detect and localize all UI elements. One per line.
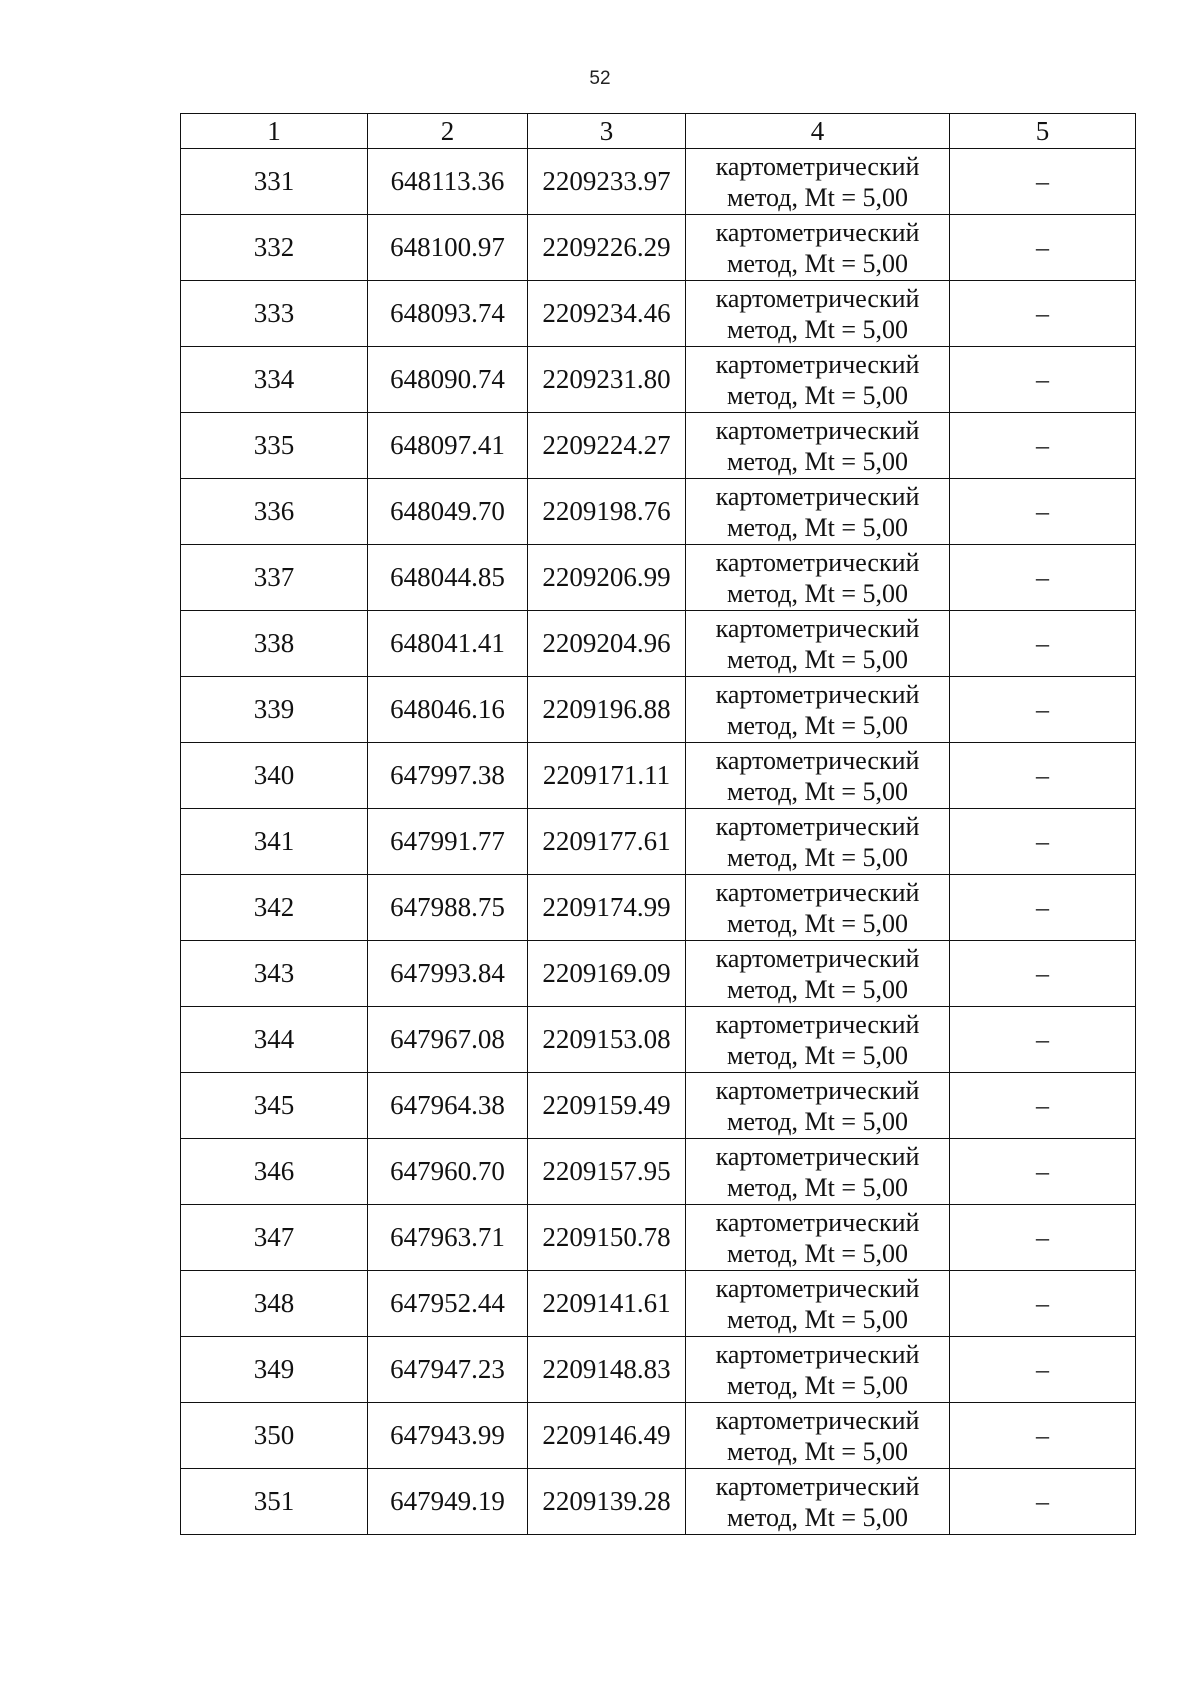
method-line-1: картометрический xyxy=(715,547,920,577)
point-number-cell: 343 xyxy=(181,941,368,1007)
method-line-2: метод, Mt = 5,00 xyxy=(727,248,908,278)
x-coordinate-cell: 648044.85 xyxy=(368,545,528,611)
method-line-1: картометрический xyxy=(715,1471,920,1501)
method-line-1: картометрический xyxy=(715,811,920,841)
column-header: 4 xyxy=(686,114,950,149)
column-header: 3 xyxy=(528,114,686,149)
method-cell xyxy=(686,1073,950,1139)
x-coordinate-cell: 648046.16 xyxy=(368,677,528,743)
method-line-2: метод, Mt = 5,00 xyxy=(727,578,908,608)
table-row xyxy=(181,1337,1136,1403)
note-cell: – xyxy=(950,215,1136,281)
point-number-cell: 334 xyxy=(181,347,368,413)
x-coordinate-cell: 648097.41 xyxy=(368,413,528,479)
method-line-1: картометрический xyxy=(715,1075,920,1105)
table-row xyxy=(181,941,1136,1007)
table-row xyxy=(181,809,1136,875)
note-cell: – xyxy=(950,545,1136,611)
point-number-cell: 337 xyxy=(181,545,368,611)
method-cell xyxy=(686,941,950,1007)
point-number-cell: 341 xyxy=(181,809,368,875)
method-line-2: метод, Mt = 5,00 xyxy=(727,710,908,740)
table-row xyxy=(181,1007,1136,1073)
note-cell: – xyxy=(950,1271,1136,1337)
method-line-1: картометрический xyxy=(715,217,920,247)
method-line-2: метод, Mt = 5,00 xyxy=(727,314,908,344)
x-coordinate-cell: 648113.36 xyxy=(368,149,528,215)
point-number-cell: 351 xyxy=(181,1469,368,1535)
table-row xyxy=(181,1403,1136,1469)
method-cell xyxy=(686,1469,950,1535)
x-coordinate-cell: 647997.38 xyxy=(368,743,528,809)
y-coordinate-cell: 2209233.97 xyxy=(528,149,686,215)
note-cell: – xyxy=(950,941,1136,1007)
x-coordinate-cell: 647993.84 xyxy=(368,941,528,1007)
method-cell xyxy=(686,479,950,545)
method-line-2: метод, Mt = 5,00 xyxy=(727,446,908,476)
method-cell xyxy=(686,1205,950,1271)
method-cell xyxy=(686,1139,950,1205)
note-cell: – xyxy=(950,1205,1136,1271)
x-coordinate-cell: 647949.19 xyxy=(368,1469,528,1535)
x-coordinate-cell: 647963.71 xyxy=(368,1205,528,1271)
method-cell xyxy=(686,1337,950,1403)
method-line-2: метод, Mt = 5,00 xyxy=(727,974,908,1004)
y-coordinate-cell: 2209148.83 xyxy=(528,1337,686,1403)
x-coordinate-cell: 647952.44 xyxy=(368,1271,528,1337)
method-cell xyxy=(686,611,950,677)
coordinates-table xyxy=(180,113,1136,1535)
method-line-1: картометрический xyxy=(715,1273,920,1303)
method-line-1: картометрический xyxy=(715,679,920,709)
y-coordinate-cell: 2209196.88 xyxy=(528,677,686,743)
y-coordinate-cell: 2209231.80 xyxy=(528,347,686,413)
table-row xyxy=(181,1073,1136,1139)
y-coordinate-cell: 2209139.28 xyxy=(528,1469,686,1535)
point-number-cell: 348 xyxy=(181,1271,368,1337)
method-line-2: метод, Mt = 5,00 xyxy=(727,908,908,938)
page-number: 52 xyxy=(589,68,611,89)
x-coordinate-cell: 647967.08 xyxy=(368,1007,528,1073)
point-number-cell: 346 xyxy=(181,1139,368,1205)
point-number-cell: 349 xyxy=(181,1337,368,1403)
x-coordinate-cell: 648100.97 xyxy=(368,215,528,281)
note-cell: – xyxy=(950,347,1136,413)
y-coordinate-cell: 2209224.27 xyxy=(528,413,686,479)
method-line-2: метод, Mt = 5,00 xyxy=(727,380,908,410)
method-line-2: метод, Mt = 5,00 xyxy=(727,512,908,542)
method-line-1: картометрический xyxy=(715,283,920,313)
method-line-2: метод, Mt = 5,00 xyxy=(727,644,908,674)
note-cell: – xyxy=(950,149,1136,215)
method-line-1: картометрический xyxy=(715,1339,920,1369)
method-cell xyxy=(686,677,950,743)
note-cell: – xyxy=(950,611,1136,677)
method-line-1: картометрический xyxy=(715,349,920,379)
y-coordinate-cell: 2209146.49 xyxy=(528,1403,686,1469)
table-header-row xyxy=(181,114,1136,149)
method-cell xyxy=(686,215,950,281)
x-coordinate-cell: 647988.75 xyxy=(368,875,528,941)
x-coordinate-cell: 648090.74 xyxy=(368,347,528,413)
method-line-2: метод, Mt = 5,00 xyxy=(727,1436,908,1466)
method-line-2: метод, Mt = 5,00 xyxy=(727,1370,908,1400)
method-cell xyxy=(686,743,950,809)
note-cell: – xyxy=(950,1007,1136,1073)
note-cell: – xyxy=(950,1139,1136,1205)
method-line-1: картометрический xyxy=(715,151,920,181)
table-row xyxy=(181,347,1136,413)
y-coordinate-cell: 2209204.96 xyxy=(528,611,686,677)
point-number-cell: 344 xyxy=(181,1007,368,1073)
x-coordinate-cell: 648093.74 xyxy=(368,281,528,347)
note-cell: – xyxy=(950,479,1136,545)
method-line-1: картометрический xyxy=(715,1405,920,1435)
x-coordinate-cell: 647991.77 xyxy=(368,809,528,875)
y-coordinate-cell: 2209234.46 xyxy=(528,281,686,347)
coordinates-table-wrapper xyxy=(180,113,1135,1535)
method-cell xyxy=(686,347,950,413)
point-number-cell: 347 xyxy=(181,1205,368,1271)
y-coordinate-cell: 2209206.99 xyxy=(528,545,686,611)
y-coordinate-cell: 2209157.95 xyxy=(528,1139,686,1205)
method-line-1: картометрический xyxy=(715,415,920,445)
x-coordinate-cell: 647960.70 xyxy=(368,1139,528,1205)
y-coordinate-cell: 2209169.09 xyxy=(528,941,686,1007)
table-body xyxy=(181,149,1136,1535)
table-row xyxy=(181,611,1136,677)
method-cell xyxy=(686,281,950,347)
method-cell xyxy=(686,149,950,215)
point-number-cell: 335 xyxy=(181,413,368,479)
x-coordinate-cell: 647943.99 xyxy=(368,1403,528,1469)
method-line-2: метод, Mt = 5,00 xyxy=(727,776,908,806)
y-coordinate-cell: 2209150.78 xyxy=(528,1205,686,1271)
table-row xyxy=(181,1271,1136,1337)
method-line-2: метод, Mt = 5,00 xyxy=(727,1106,908,1136)
table-row xyxy=(181,1205,1136,1271)
x-coordinate-cell: 647947.23 xyxy=(368,1337,528,1403)
method-line-2: метод, Mt = 5,00 xyxy=(727,182,908,212)
column-header: 2 xyxy=(368,114,528,149)
y-coordinate-cell: 2209198.76 xyxy=(528,479,686,545)
table-row xyxy=(181,743,1136,809)
y-coordinate-cell: 2209141.61 xyxy=(528,1271,686,1337)
note-cell: – xyxy=(950,743,1136,809)
method-line-2: метод, Mt = 5,00 xyxy=(727,1304,908,1334)
table-row xyxy=(181,677,1136,743)
point-number-cell: 342 xyxy=(181,875,368,941)
x-coordinate-cell: 647964.38 xyxy=(368,1073,528,1139)
method-cell xyxy=(686,809,950,875)
method-line-1: картометрический xyxy=(715,613,920,643)
method-line-1: картометрический xyxy=(715,1141,920,1171)
column-header: 5 xyxy=(950,114,1136,149)
note-cell: – xyxy=(950,677,1136,743)
method-line-1: картометрический xyxy=(715,745,920,775)
y-coordinate-cell: 2209177.61 xyxy=(528,809,686,875)
note-cell: – xyxy=(950,413,1136,479)
method-line-1: картометрический xyxy=(715,1009,920,1039)
point-number-cell: 336 xyxy=(181,479,368,545)
table-row xyxy=(181,1139,1136,1205)
table-row xyxy=(181,215,1136,281)
point-number-cell: 340 xyxy=(181,743,368,809)
table-row xyxy=(181,413,1136,479)
table-row xyxy=(181,875,1136,941)
method-cell xyxy=(686,1007,950,1073)
method-line-2: метод, Mt = 5,00 xyxy=(727,842,908,872)
note-cell: – xyxy=(950,1073,1136,1139)
method-cell xyxy=(686,413,950,479)
y-coordinate-cell: 2209153.08 xyxy=(528,1007,686,1073)
note-cell: – xyxy=(950,1337,1136,1403)
table-row xyxy=(181,545,1136,611)
table-row xyxy=(181,1469,1136,1535)
method-line-2: метод, Mt = 5,00 xyxy=(727,1040,908,1070)
y-coordinate-cell: 2209226.29 xyxy=(528,215,686,281)
method-line-2: метод, Mt = 5,00 xyxy=(727,1172,908,1202)
column-header: 1 xyxy=(181,114,368,149)
table-row xyxy=(181,149,1136,215)
y-coordinate-cell: 2209159.49 xyxy=(528,1073,686,1139)
method-line-2: метод, Mt = 5,00 xyxy=(727,1238,908,1268)
table-row xyxy=(181,479,1136,545)
y-coordinate-cell: 2209171.11 xyxy=(528,743,686,809)
method-line-1: картометрический xyxy=(715,1207,920,1237)
point-number-cell: 332 xyxy=(181,215,368,281)
y-coordinate-cell: 2209174.99 xyxy=(528,875,686,941)
point-number-cell: 331 xyxy=(181,149,368,215)
method-line-1: картометрический xyxy=(715,877,920,907)
point-number-cell: 338 xyxy=(181,611,368,677)
x-coordinate-cell: 648049.70 xyxy=(368,479,528,545)
method-line-1: картометрический xyxy=(715,481,920,511)
note-cell: – xyxy=(950,1469,1136,1535)
point-number-cell: 333 xyxy=(181,281,368,347)
method-cell xyxy=(686,1271,950,1337)
note-cell: – xyxy=(950,281,1136,347)
method-cell xyxy=(686,1403,950,1469)
note-cell: – xyxy=(950,809,1136,875)
x-coordinate-cell: 648041.41 xyxy=(368,611,528,677)
point-number-cell: 345 xyxy=(181,1073,368,1139)
method-cell xyxy=(686,875,950,941)
method-line-2: метод, Mt = 5,00 xyxy=(727,1502,908,1532)
method-cell xyxy=(686,545,950,611)
note-cell: – xyxy=(950,875,1136,941)
point-number-cell: 339 xyxy=(181,677,368,743)
method-line-1: картометрический xyxy=(715,943,920,973)
point-number-cell: 350 xyxy=(181,1403,368,1469)
note-cell: – xyxy=(950,1403,1136,1469)
table-row xyxy=(181,281,1136,347)
